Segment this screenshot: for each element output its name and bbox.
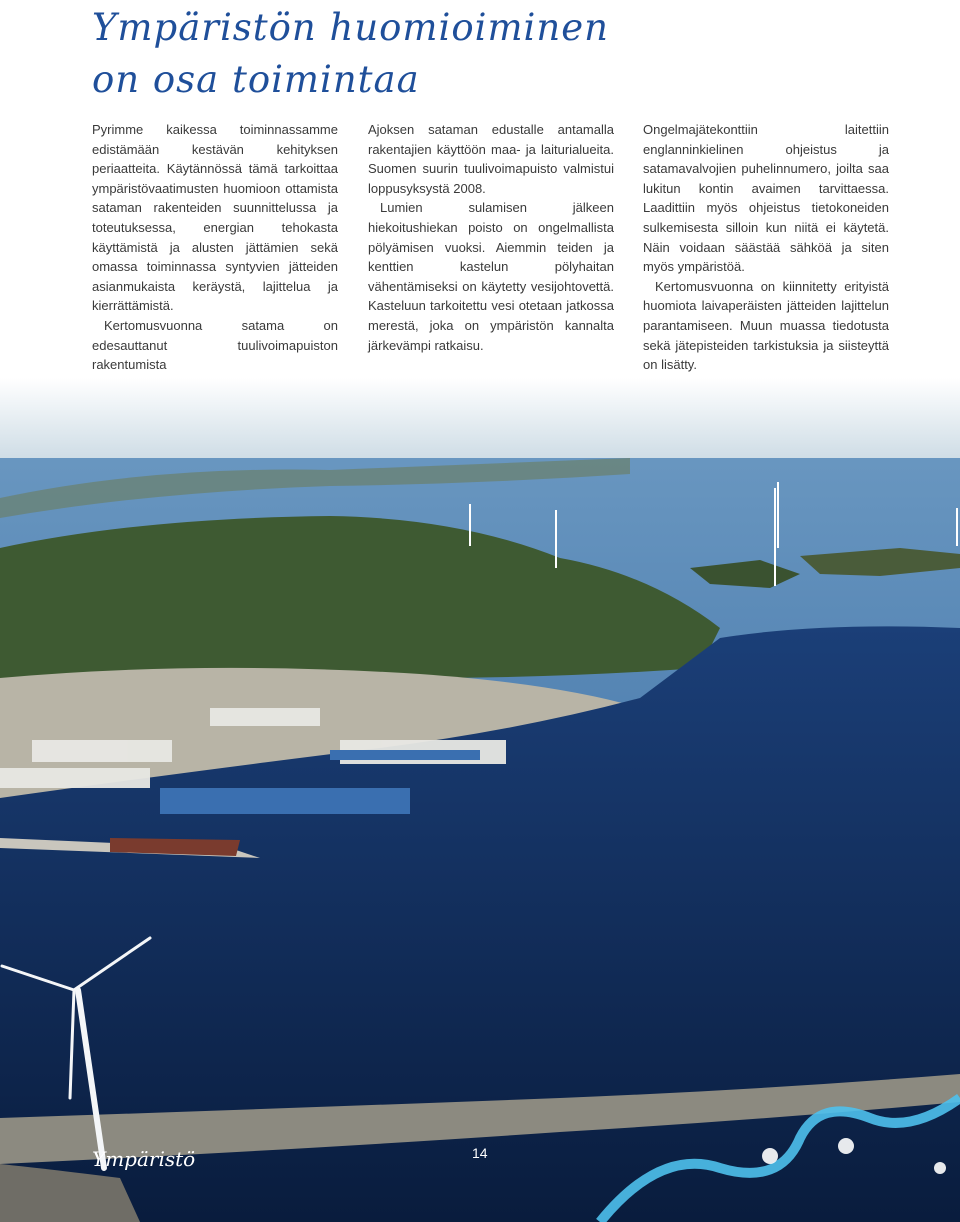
paragraph: Lumien sulamisen jälkeen hiekoitushiekan poisto on ongelmallista pölyämisen vuoksi. Aiemmin teiden ja kenttien kastelun pölyhaitan vähentämiseksi on käytetty vesijohtovettä. Kasteluun tarkoitettu vesi otetaan jatkossa merestä, joka on ympäristön kannalta järkevämpi ratkaisu.	[368, 200, 614, 353]
text-column-1	[92, 120, 338, 375]
page-heading	[92, 2, 609, 106]
heading-line-1: Ympäristön huomioiminen	[92, 6, 609, 49]
section-label: Ympäristö	[92, 1147, 196, 1171]
paragraph: Ongelmajätekonttiin laitettiin englanninkielinen ohjeistus ja satamavalvojien puhelinnumero, joilta saa lukitun kontin avaimen tarvittaessa. Laadittiin myös ohjeistus tietokoneiden sulkemisesta silloin kun niitä ei käytetä. Näin voidaan säästää sähköä ja siten myös ympäristöä.	[643, 122, 889, 275]
paragraph: Pyrimme kaikessa toiminnassamme edistämään kestävän kehityksen periaatteita. Käytännössä tämä tarkoittaa ympäristövaatimusten huomioon ottamista sataman rakenteiden suunnittelussa ja toteutuksessa, energian tehokasta käyttämistä ja alusten jättämien sekä omassa toiminnassa syntyvien jätteiden asianmukaista keräystä, lajittelua ja kierrättämistä.	[92, 122, 338, 314]
page-number: 14	[472, 1145, 488, 1161]
text-column-3	[643, 120, 889, 375]
text-column-2	[368, 120, 614, 355]
paragraph: Kertomusvuonna on kiinnitetty erityistä huomiota laivaperäisten jätteiden lajittelun parantamiseen. Muun muassa tiedotusta sekä jätepisteiden tarkistuksia ja siisteyttä on lisätty.	[643, 278, 889, 373]
aerial-harbor-photo	[0, 378, 960, 1222]
paragraph: Kertomusvuonna satama on edesauttanut tuulivoimapuiston rakentumista	[92, 317, 338, 373]
heading-line-2: on osa toimintaa	[92, 58, 420, 101]
paragraph: Ajoksen sataman edustalle antamalla rakentajien käyttöön maa- ja laiturialueita. Suomen suurin tuulivoimapuisto valmistui loppusyksystä 2008.	[368, 122, 614, 196]
